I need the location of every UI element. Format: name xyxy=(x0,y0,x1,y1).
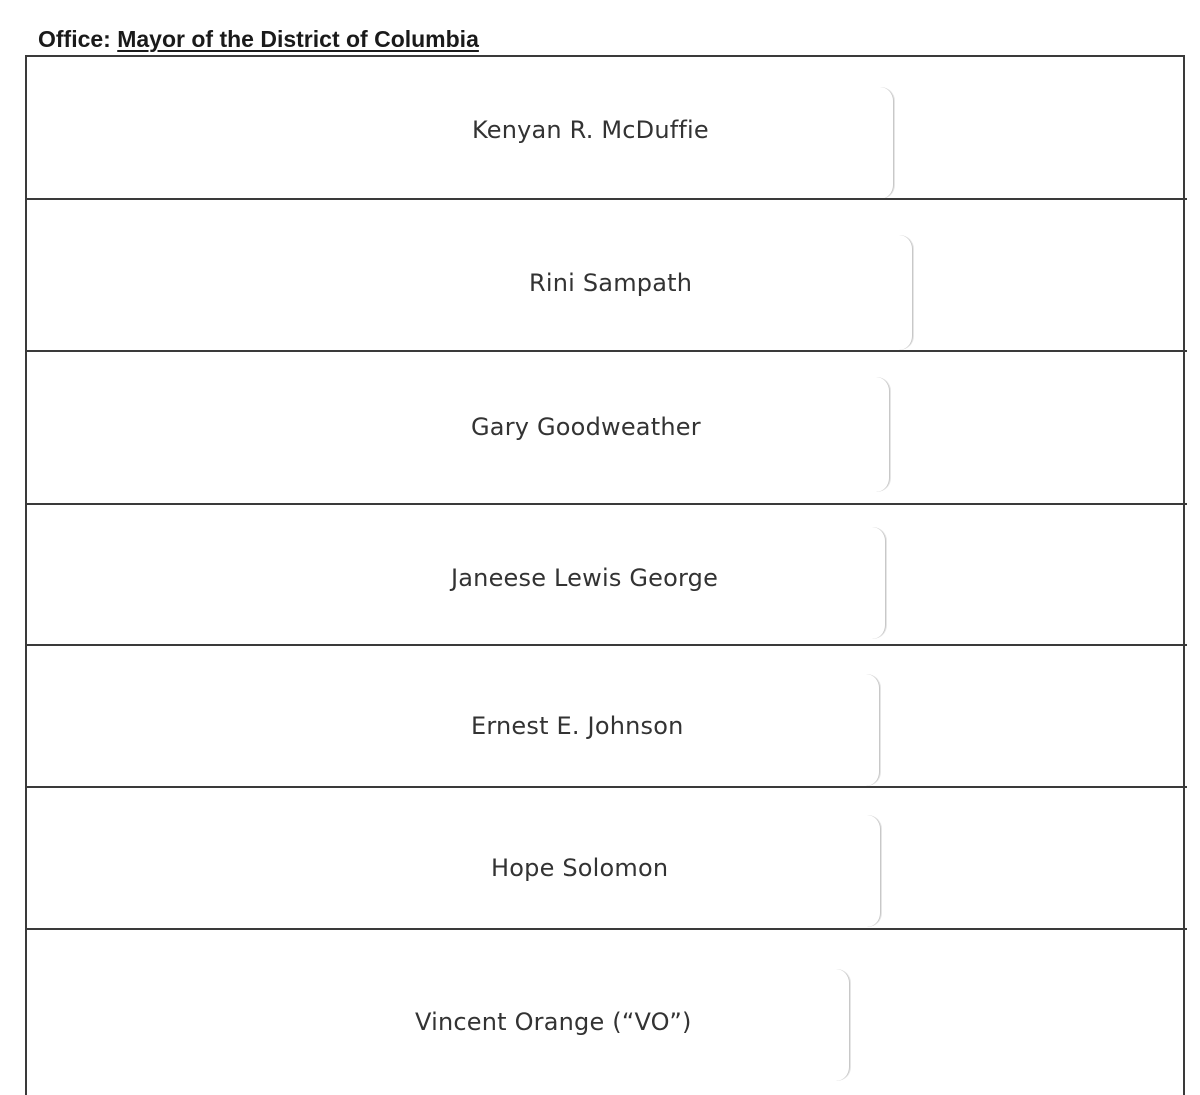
row-divider xyxy=(25,350,1187,352)
candidate-name: Janeese Lewis George xyxy=(451,564,719,592)
office-name: Mayor of the District of Columbia xyxy=(117,26,479,52)
candidate-name: Hope Solomon xyxy=(491,854,669,882)
row-divider xyxy=(25,503,1187,505)
row-divider xyxy=(25,644,1187,646)
row-divider xyxy=(25,928,1187,930)
row-divider xyxy=(25,786,1187,788)
row-divider xyxy=(25,198,1187,200)
candidate-name: Rini Sampath xyxy=(529,269,693,297)
candidate-name: Kenyan R. McDuffie xyxy=(472,116,709,144)
candidate-name: Gary Goodweather xyxy=(471,413,701,441)
candidate-name: Ernest E. Johnson xyxy=(471,712,684,740)
office-heading xyxy=(38,26,479,53)
ballot-table xyxy=(25,55,1185,1095)
candidate-name: Vincent Orange (“VO”) xyxy=(415,1008,692,1036)
office-prefix: Office: xyxy=(38,26,111,52)
